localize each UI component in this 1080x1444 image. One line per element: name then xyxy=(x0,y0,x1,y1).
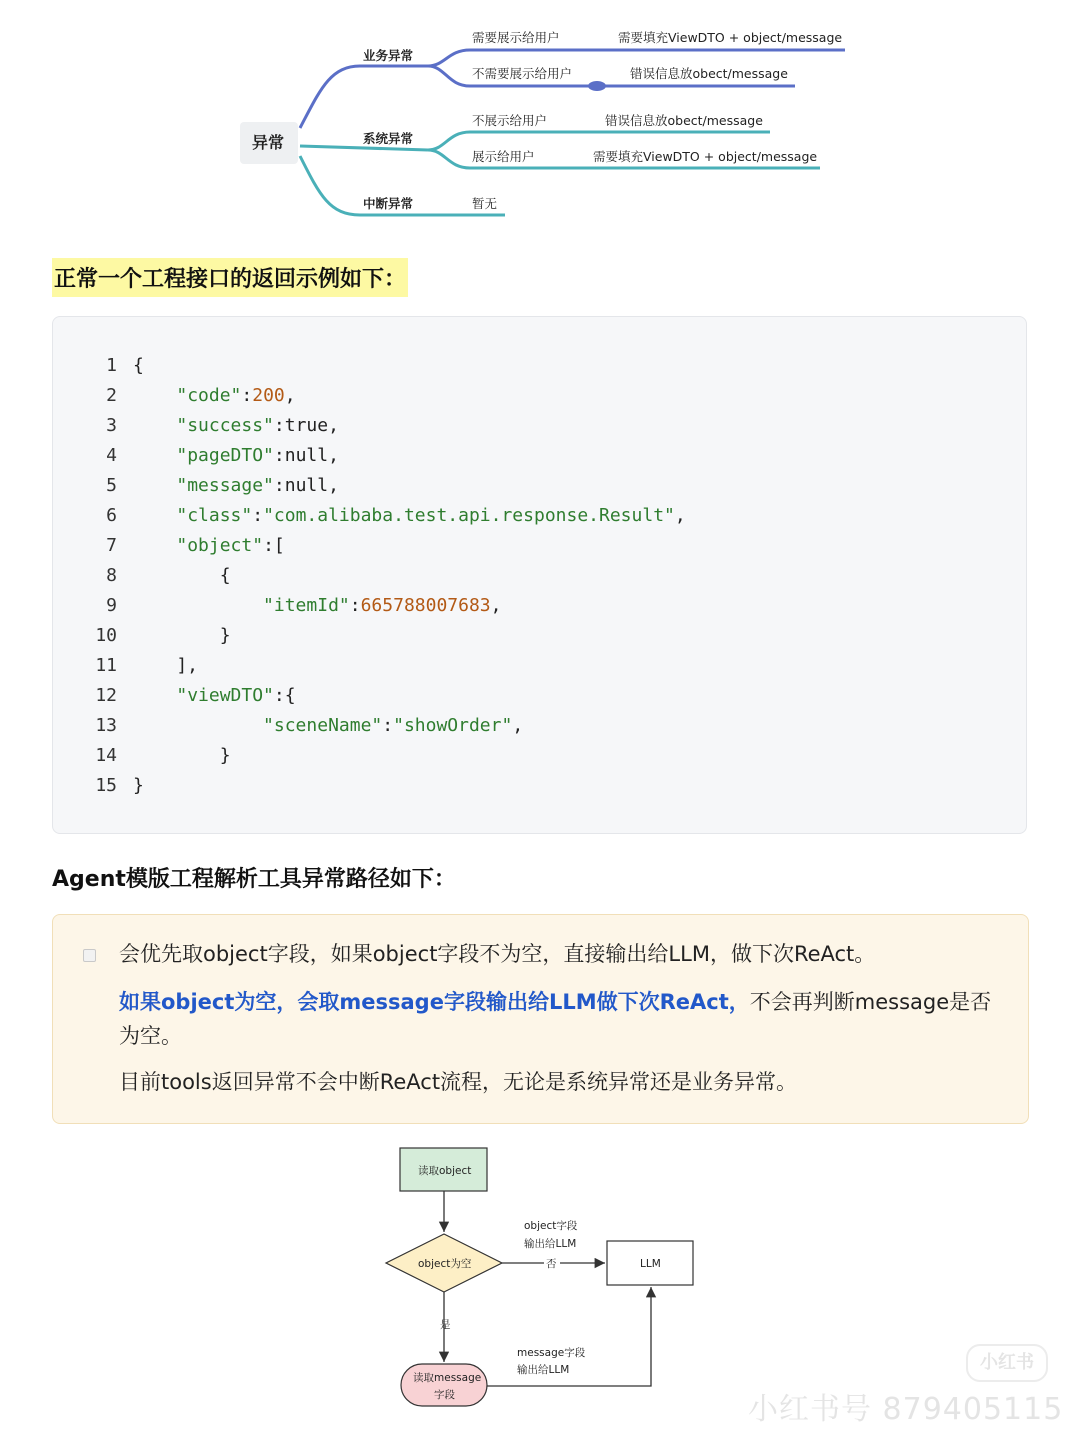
code-token: "class" xyxy=(176,505,253,526)
mindmap-branch-interrupt: 中断异常 xyxy=(363,196,414,211)
flow-edge-label: 输出给LLM xyxy=(517,1364,570,1376)
code-token: "sceneName" xyxy=(263,715,383,736)
code-token: "pageDTO" xyxy=(176,445,274,466)
code-token xyxy=(133,445,176,466)
line-number: 12 xyxy=(95,685,117,706)
flow-edge-label-no: 否 xyxy=(546,1258,557,1270)
watermark-text: 小红书号 879405115 xyxy=(748,1392,1064,1427)
callout-highlight: 如果object为空，会取message字段输出给LLM做下次ReAct， xyxy=(119,990,750,1014)
code-line xyxy=(53,711,523,741)
mindmap-branch-system: 系统异常 xyxy=(363,131,414,146)
line-number: 3 xyxy=(106,415,117,436)
code-token: :[ xyxy=(263,535,285,556)
line-number: 5 xyxy=(106,475,117,496)
code-token: : xyxy=(382,715,394,736)
callout-line: 目前tools返回异常不会中断ReAct流程，无论是系统异常还是业务异常。 xyxy=(119,1070,798,1094)
code-line xyxy=(53,441,339,471)
code-line xyxy=(53,771,144,801)
mindmap-edge-business-1 xyxy=(428,50,845,66)
mindmap-leaf-detail: 需要填充ViewDTO + object/message xyxy=(593,149,818,164)
callout-line: 会优先取object字段，如果object字段不为空，直接输出给LLM，做下次ReAct。 xyxy=(119,942,876,966)
mindmap-leaf: 暂无 xyxy=(472,196,498,211)
code-token: 665788007683 xyxy=(360,595,491,616)
mindmap-leaf: 不展示给用户 xyxy=(472,113,548,128)
code-token: "com.alibaba.test.api.response.Result" xyxy=(263,505,675,526)
code-line xyxy=(53,381,296,411)
code-token: "itemId" xyxy=(263,595,350,616)
callout-box xyxy=(52,914,1029,1124)
flow-node-read-message-label: 读取message xyxy=(413,1372,482,1384)
mindmap-handle xyxy=(588,81,606,91)
code-token: : xyxy=(252,505,264,526)
mindmap-leaf: 展示给用户 xyxy=(472,149,535,164)
mindmap-edge-system-1 xyxy=(428,132,770,150)
mindmap-leaf-detail: 需要填充ViewDTO + object/message xyxy=(618,30,843,45)
code-token xyxy=(133,595,263,616)
flow-node-read-object-label: 读取object xyxy=(418,1165,472,1177)
watermark-logo: 小红书 xyxy=(966,1344,1048,1382)
flow-node-llm-label: LLM xyxy=(640,1258,661,1270)
code-token xyxy=(133,415,176,436)
line-number: 15 xyxy=(95,775,117,796)
code-token: "object" xyxy=(176,535,264,556)
code-token xyxy=(133,685,176,706)
code-line xyxy=(53,591,501,621)
code-token: "showOrder" xyxy=(393,715,513,736)
line-number: 7 xyxy=(106,535,117,556)
code-line xyxy=(53,471,339,501)
code-token: , xyxy=(490,595,502,616)
flow-edge-label-yes: 是 xyxy=(440,1319,451,1331)
code-token: :null, xyxy=(273,445,339,466)
code-token: ], xyxy=(133,655,199,676)
mindmap-edge-system xyxy=(300,146,428,150)
line-number: 2 xyxy=(106,385,117,406)
code-token: , xyxy=(284,385,296,406)
line-number: 10 xyxy=(95,625,117,646)
code-line xyxy=(53,411,339,441)
code-line xyxy=(53,531,285,561)
code-token: :null, xyxy=(273,475,339,496)
code-token xyxy=(133,475,176,496)
flow-edge-label: object字段 xyxy=(524,1220,578,1232)
code-token: :{ xyxy=(273,685,296,706)
code-token: : xyxy=(349,595,361,616)
code-token: } xyxy=(133,775,144,796)
code-token: : xyxy=(241,385,253,406)
code-line xyxy=(53,621,231,651)
code-line xyxy=(53,741,231,771)
mindmap-root: 异常 xyxy=(252,133,285,152)
code-line xyxy=(53,561,231,591)
code-line xyxy=(53,651,198,681)
flow-node-read-message-label: 字段 xyxy=(434,1389,455,1401)
mindmap-leaf-detail: 错误信息放obect/message xyxy=(605,113,763,128)
code-token: 200 xyxy=(252,385,285,406)
callout-line-rest: 不会再判断message是否为空。 xyxy=(119,990,992,1048)
code-token: , xyxy=(674,505,686,526)
code-line xyxy=(53,501,686,531)
mindmap xyxy=(0,0,1080,240)
code-token: "success" xyxy=(176,415,274,436)
code-token: } xyxy=(133,625,231,646)
mindmap-leaf-detail: 错误信息放obect/message xyxy=(630,66,788,81)
code-token: , xyxy=(512,715,524,736)
code-token: { xyxy=(133,355,144,376)
mindmap-leaf: 需要展示给用户 xyxy=(472,30,560,45)
flow-edge-label: 输出给LLM xyxy=(524,1238,577,1250)
code-block xyxy=(52,316,1027,834)
section-heading-exception-path: Agent模版工程解析工具异常路径如下： xyxy=(52,867,456,892)
code-token: :true, xyxy=(273,415,339,436)
code-token: "viewDTO" xyxy=(176,685,274,706)
section-heading-response-example: 正常一个工程接口的返回示例如下： xyxy=(52,258,408,297)
line-number: 13 xyxy=(95,715,117,736)
code-line xyxy=(53,351,144,381)
line-number: 8 xyxy=(106,565,117,586)
line-number: 6 xyxy=(106,505,117,526)
line-number: 14 xyxy=(95,745,117,766)
code-token xyxy=(133,715,263,736)
mindmap-branch-business: 业务异常 xyxy=(363,48,414,63)
code-token: } xyxy=(133,745,231,766)
mindmap-edge-business xyxy=(300,66,428,128)
callout-line xyxy=(119,985,1009,1053)
mindmap-leaf: 不需要展示给用户 xyxy=(472,66,573,81)
code-token xyxy=(133,385,176,406)
code-token: "code" xyxy=(176,385,242,406)
code-token xyxy=(133,505,176,526)
flow-node-decision-label: object为空 xyxy=(418,1258,472,1270)
line-number: 11 xyxy=(95,655,117,676)
line-number: 1 xyxy=(106,355,117,376)
code-token xyxy=(133,535,176,556)
bullet-checkbox-icon xyxy=(83,949,96,962)
code-token: { xyxy=(133,565,231,586)
flow-edge-label: message字段 xyxy=(517,1347,586,1359)
line-number: 9 xyxy=(106,595,117,616)
line-number: 4 xyxy=(106,445,117,466)
code-token: "message" xyxy=(176,475,274,496)
code-line xyxy=(53,681,296,711)
